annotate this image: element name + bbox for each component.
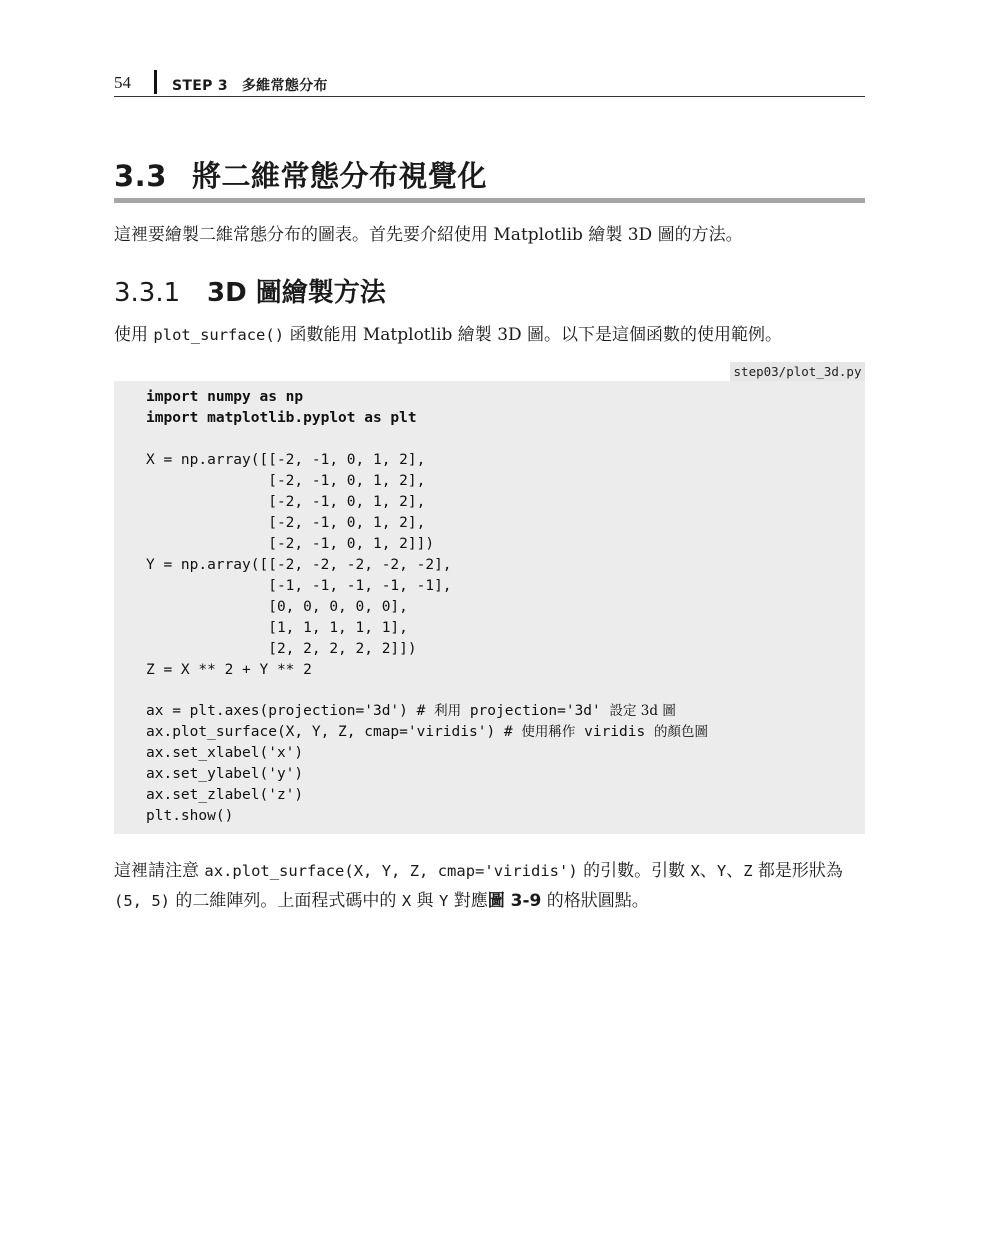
text-span: 、 [726, 861, 744, 881]
code-comment-code: projection='3d' [461, 703, 610, 719]
code-line: [-2, -1, 0, 1, 2], [146, 515, 426, 531]
inline-code: X [690, 862, 700, 880]
code-line: [0, 0, 0, 0, 0], [146, 599, 408, 615]
inline-code: Y [716, 862, 727, 880]
code-line: X = np.array([[-2, -1, 0, 1, 2], [146, 452, 426, 468]
code-line: plt.show() [146, 808, 234, 824]
text-span: 對應 [448, 891, 488, 911]
code-line-axes [146, 701, 676, 722]
intro-paragraph: 這裡要繪製二維常態分布的圖表。首先要介紹使用 Matplotlib 繪製 3D 圖的方法。 [114, 225, 743, 245]
code-file-label: step03/plot_3d.py [730, 362, 865, 381]
code-comment: 利用 [434, 703, 462, 719]
running-header [172, 75, 328, 95]
inline-code: (5, 5) [114, 892, 170, 910]
code-line: [-2, -1, 0, 1, 2], [146, 473, 426, 489]
code-line: import numpy as np [146, 389, 304, 405]
explanation-paragraph [114, 856, 866, 916]
inline-code: plot_surface() [153, 326, 285, 344]
code-comment: 的顏色圖 [653, 724, 708, 740]
code-comment-code: viridis [575, 724, 654, 740]
code-text: ax = plt.axes(projection='3d') # [146, 703, 435, 719]
section-rule [114, 198, 865, 203]
text-span: 的二維陣列。上面程式碼中的 [170, 891, 402, 911]
code-line: ax.set_ylabel('y') [146, 766, 304, 782]
subsection-heading [114, 272, 386, 309]
code-line-surface [146, 722, 708, 743]
inline-code: ax.plot_surface(X, Y, Z, cmap='viridis') [204, 862, 578, 880]
code-line: [-2, -1, 0, 1, 2]]) [146, 536, 435, 552]
text-span: 的引數。引數 [577, 861, 691, 881]
code-comment: 設定 3d 圖 [609, 703, 676, 719]
section-heading [114, 154, 487, 195]
code-line: import matplotlib.pyplot as plt [146, 410, 417, 426]
section-title: 將二維常態分布視覺化 [192, 159, 488, 193]
figure-reference: 圖 3-9 [487, 891, 542, 911]
text-span: 函數能用 Matplotlib 繪製 3D 圖。以下是這個函數的使用範例。 [284, 325, 783, 345]
chapter-title: 多維常態分布 [241, 78, 328, 94]
text-span: 使用 [114, 325, 154, 345]
inline-code: X [401, 892, 412, 910]
subsection-title: 3D 圖繪製方法 [207, 278, 386, 308]
text-span: 都是形狀為 [752, 861, 843, 881]
text-span: 這裡請注意 [114, 861, 205, 881]
usage-paragraph [114, 320, 866, 350]
code-line: [1, 1, 1, 1, 1], [146, 620, 408, 636]
text-span: 、 [699, 861, 717, 881]
code-line: Z = X ** 2 + Y ** 2 [146, 662, 312, 678]
code-comment: 使用稱作 [521, 724, 576, 740]
code-line: ax.set_xlabel('x') [146, 745, 304, 761]
code-line: ax.set_zlabel('z') [146, 787, 304, 803]
subsection-number: 3.3.1 [114, 278, 181, 308]
section-number: 3.3 [114, 159, 167, 193]
page-number: 54 [114, 73, 131, 92]
text-span: 與 [411, 891, 439, 911]
code-text: ax.plot_surface(X, Y, Z, cmap='viridis') # [146, 724, 522, 740]
inline-code: Z [743, 862, 753, 880]
text-span: 的格狀圓點。 [541, 891, 649, 911]
code-line: [2, 2, 2, 2, 2]]) [146, 641, 417, 657]
inline-code: Y [438, 892, 449, 910]
header-rule [114, 96, 865, 97]
header-divider [154, 70, 157, 94]
code-line: [-1, -1, -1, -1, -1], [146, 578, 452, 594]
step-label: STEP 3 [172, 78, 228, 94]
code-line: Y = np.array([[-2, -2, -2, -2, -2], [146, 557, 452, 573]
code-line: [-2, -1, 0, 1, 2], [146, 494, 426, 510]
